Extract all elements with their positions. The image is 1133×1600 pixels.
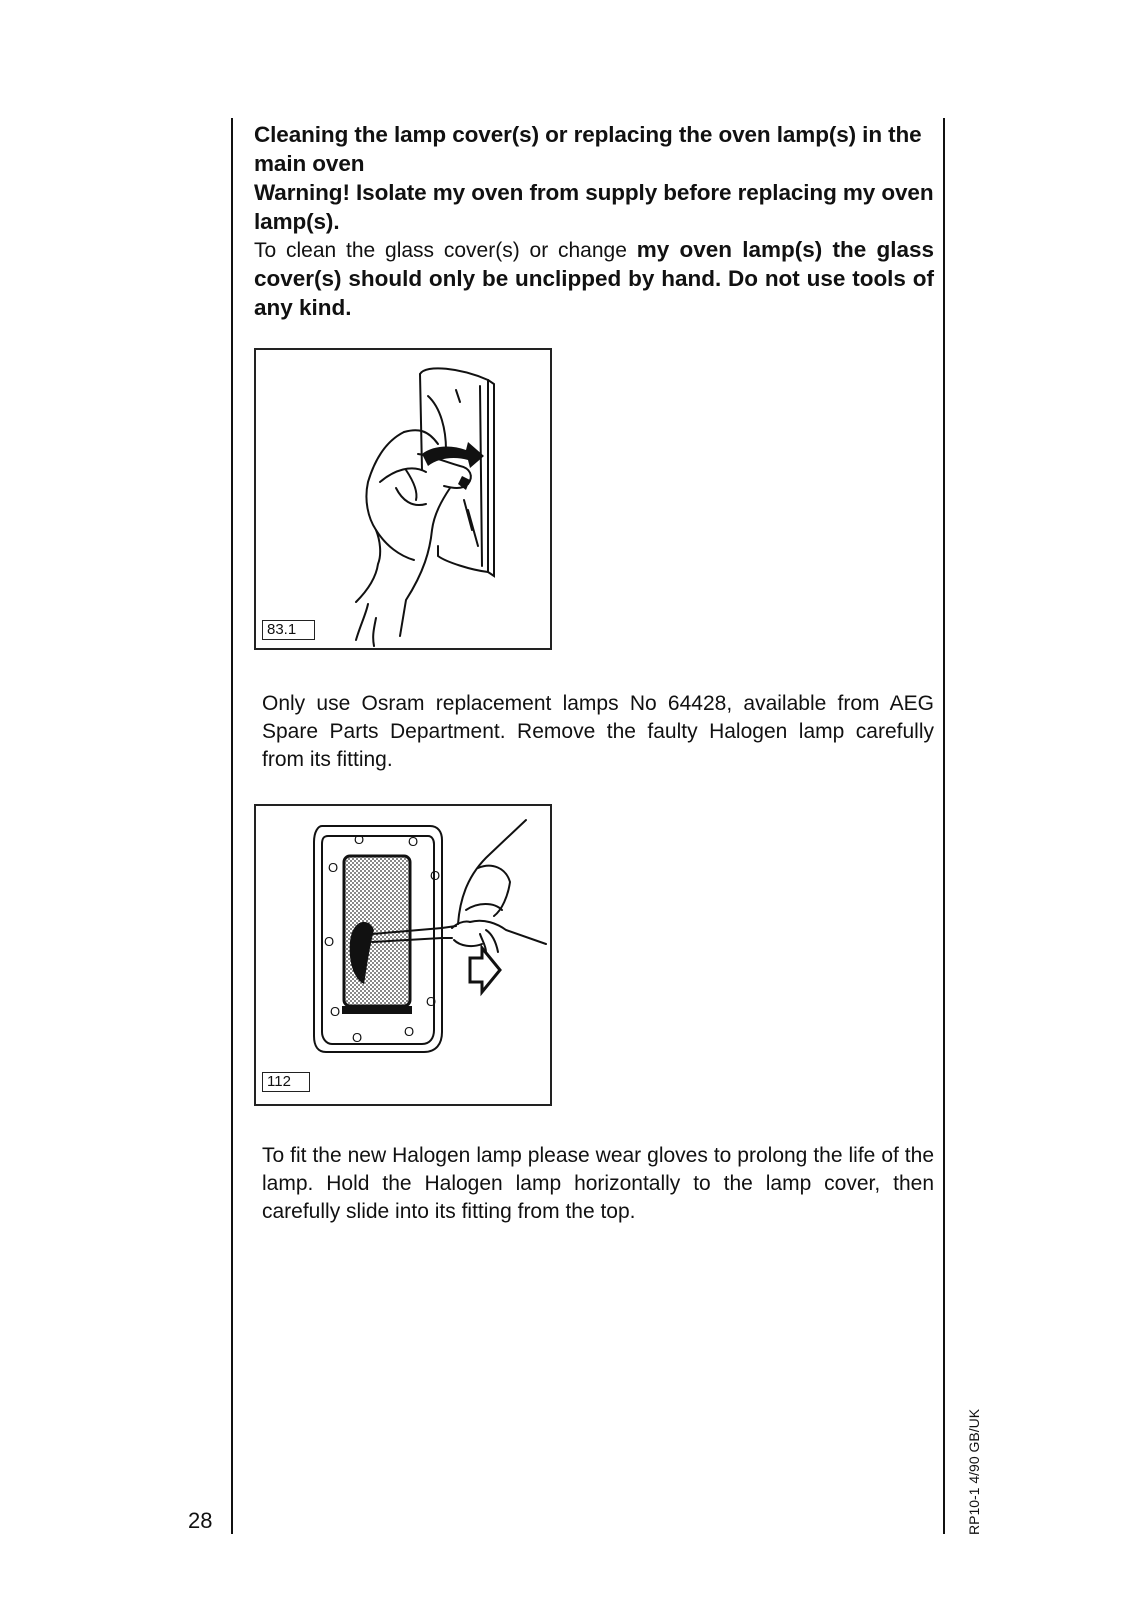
- figure-label: 112: [262, 1072, 310, 1092]
- svg-text:O: O: [354, 832, 365, 847]
- intro-paragraph: [254, 236, 934, 323]
- left-margin-rule: [231, 118, 233, 1534]
- document-code: RP10-1 4/90 GB/UK: [966, 1408, 982, 1535]
- fitting-instructions-paragraph: To fit the new Halogen lamp please wear gloves to prolong the life of the lamp. Hold the Halogen lamp horizontally to the lamp cover, then carefully slide into its fitting from the top.: [262, 1144, 934, 1223]
- replacement-lamps-paragraph: Only use Osram replacement lamps No 64428, available from AEG Spare Parts Department. Remove the faulty Halogen lamp carefully from its fitting.: [262, 692, 934, 771]
- hand-unclipping-lamp-cover-illustration: [256, 350, 550, 648]
- figure-112: [254, 804, 552, 1106]
- svg-text:O: O: [408, 834, 419, 849]
- section-heading: Cleaning the lamp cover(s) or replacing the oven lamp(s) in the main oven: [254, 122, 922, 176]
- svg-text:O: O: [426, 994, 437, 1009]
- figure-label: 83.1: [262, 620, 315, 640]
- warning-heading: Warning! Isolate my oven from supply before replacing my oven lamp(s).: [254, 180, 934, 234]
- replacing-halogen-lamp-illustration: [256, 806, 550, 1104]
- right-margin-rule: [943, 118, 945, 1534]
- svg-text:O: O: [328, 860, 339, 875]
- figure-83-1: [254, 348, 552, 650]
- svg-text:O: O: [352, 1030, 363, 1045]
- page-number: 28: [188, 1508, 213, 1533]
- svg-text:O: O: [404, 1024, 415, 1039]
- svg-text:O: O: [324, 934, 335, 949]
- svg-text:O: O: [430, 868, 441, 883]
- intro-normal-text: To clean the glass cover(s) or change: [254, 239, 637, 262]
- svg-text:O: O: [330, 1004, 341, 1019]
- intro-bold-text: my oven lamp(s) the glass cover(s) should only be unclipped by hand. Do not use tools of any kind.: [254, 237, 934, 320]
